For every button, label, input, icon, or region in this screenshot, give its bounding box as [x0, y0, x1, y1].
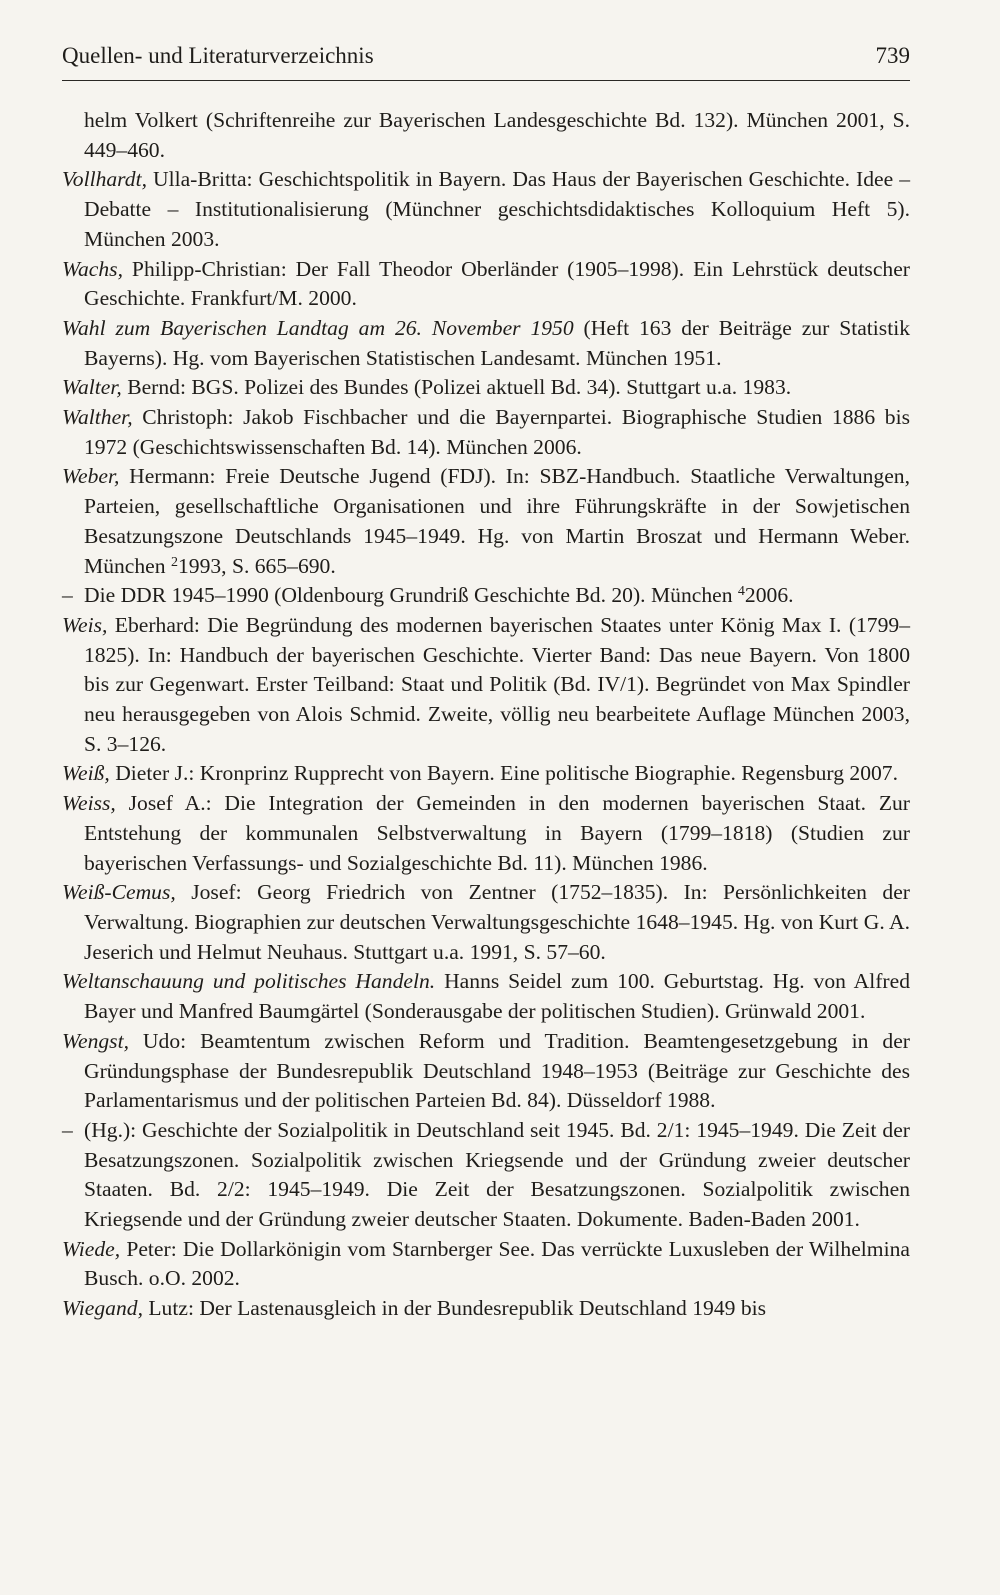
bibliography-entry: [62, 759, 910, 789]
bibliography-entry: [62, 611, 910, 760]
entry-text: Hermann: Freie Deutsche Jugend (FDJ). In: SBZ-Handbuch. Staatliche Verwaltungen, Parteien, gesellschaftliche Organisationen und ihre Führungskräfte in der Sowjetischen Besatzungszone Deutschlands 1945–1949. Hg. von Martin Broszat und Hermann Weber. München: [84, 464, 910, 578]
entry-text: Philipp-Christian: Der Fall Theodor Oberländer (1905–1998). Ein Lehrstück deutscher Geschichte. Frankfurt/M. 2000.: [84, 256, 910, 311]
entry-author: Wengst,: [62, 1028, 129, 1053]
bibliography-entry: [62, 373, 910, 403]
entry-author: Weltanschauung und politisches Handeln.: [62, 969, 436, 994]
bibliography-entry: [62, 1116, 910, 1235]
bibliography-entry: [62, 255, 910, 314]
bibliography-entry: [62, 314, 910, 373]
entry-author: Vollhardt,: [62, 167, 147, 192]
header-rule: [62, 80, 910, 81]
entry-text-tail: 2006.: [744, 583, 794, 608]
bibliography-entry: [62, 1235, 910, 1294]
entry-text: Ulla-Britta: Geschichtspolitik in Bayern. Das Haus der Bayerischen Geschichte. Idee – Debatte – Institutionalisierung (Münchner geschichtsdidaktisches Kolloquium Heft 5). München 2003.: [84, 167, 910, 251]
entry-text-tail: 1993, S. 665–690.: [177, 553, 336, 578]
entry-text: Eberhard: Die Begründung des modernen bayerischen Staates unter König Max I. (1799–1825). In: Handbuch der bayerischen Geschichte. Vierter Band: Das neue Bayern. Von 1800 bis zur Gegenwart. Erster Teilband: Staat und Politik (Bd. IV/1). Begründet von Max Spindler neu herausgegeben von Alois Schmid. Zweite, völlig neu bearbeitete Auflage München 2003, S. 3–126.: [84, 612, 910, 756]
ditto-dash: –: [62, 583, 73, 608]
entry-text: Bernd: BGS. Polizei des Bundes (Polizei aktuell Bd. 34). Stuttgart u.a. 1983.: [121, 375, 792, 400]
edition-superscript: 4: [737, 584, 745, 600]
entry-text: Udo: Beamtentum zwischen Reform und Tradition. Beamtengesetzgebung in der Gründungsphase der Bundesrepublik Deutschland 1948–1953 (Beiträge zur Geschichte des Parlamentarismus und der politischen Parteien Bd. 84). Düsseldorf 1988.: [84, 1028, 910, 1113]
entry-author: Wiegand,: [62, 1296, 143, 1321]
running-head: [62, 40, 910, 72]
entry-text: Lutz: Der Lastenausgleich in der Bundesrepublik Deutschland 1949 bis: [142, 1296, 767, 1321]
bibliography-entry: [62, 106, 910, 165]
bibliography-entry: [62, 967, 910, 1026]
bibliography-list: [62, 106, 910, 1324]
entry-text: Christoph: Jakob Fischbacher und die Bayernpartei. Biographische Studien 1886 bis 1972 (Geschichtswissenschaften Bd. 14). München 2006.: [84, 405, 910, 459]
edition-superscript: 2: [170, 554, 178, 570]
entry-author: Weiß-Cemus,: [62, 880, 176, 905]
bibliography-entry: [62, 403, 910, 462]
bibliography-entry: [62, 1294, 910, 1324]
bibliography-entry: [62, 1027, 910, 1116]
bibliography-entry: [62, 789, 910, 878]
entry-text: Peter: Die Dollarkönigin vom Starnberger See. Das verrückte Luxusleben der Wilhelmina Busch. o.O. 2002.: [84, 1236, 910, 1291]
entry-author: Weber,: [62, 464, 120, 489]
entry-text: Die DDR 1945–1990 (Oldenbourg Grundriß Geschichte Bd. 20). München: [84, 583, 738, 608]
entry-author: Wiede,: [62, 1236, 121, 1261]
bibliography-entry: [62, 878, 910, 967]
entry-text: Josef A.: Die Integration der Gemeinden in den modernen bayerischen Staat. Zur Entstehung der kommunalen Selbstverwaltung in Bayern (1799–1818) (Studien zur bayerischen Verfassungs- und Sozialgeschichte Bd. 11). München 1986.: [84, 791, 910, 875]
ditto-dash: –: [62, 1117, 73, 1142]
entry-author: Wachs,: [62, 256, 123, 281]
entry-text: (Heft 163 der Beiträge zur Statistik Bayerns). Hg. vom Bayerischen Statistischen Landesamt. München 1951.: [84, 315, 911, 370]
entry-author: Walther,: [62, 405, 133, 430]
entry-text: Hanns Seidel zum 100. Geburtstag. Hg. von Alfred Bayer und Manfred Baumgärtel (Sonderausgabe der politischen Studien). Grünwald 2001.: [84, 969, 911, 1024]
entry-author: Wahl zum Bayerischen Landtag am 26. November 1950: [62, 315, 574, 340]
entry-author: Weiß,: [62, 761, 110, 786]
running-head-title: Quellen- und Literaturverzeichnis: [62, 43, 374, 68]
entry-text: helm Volkert (Schriftenreihe zur Bayerischen Landesgeschichte Bd. 132). München 2001, S. 449–460.: [84, 108, 910, 162]
bibliography-entry: [62, 581, 910, 611]
entry-author: Walter,: [62, 375, 122, 400]
bibliography-entry: [62, 165, 910, 254]
entry-author: Weis,: [62, 612, 108, 637]
page-number: 739: [875, 43, 910, 68]
entry-text: (Hg.): Geschichte der Sozialpolitik in Deutschland seit 1945. Bd. 2/1: 1945–1949. Die Zeit der Besatzungszonen. Sozialpolitik zwischen Kriegsende und der Gründung zweier deutscher Staaten. Bd. 2/2: 1945–1949. Die Zeit der Besatzungszonen. Sozialpolitik zwischen Kriegsende und der Gründung zweier deutscher Staaten. Dokumente. Baden-Baden 2001.: [84, 1117, 910, 1232]
bibliography-entry: [62, 462, 910, 581]
entry-author: Weiss,: [62, 791, 116, 816]
entry-text: Dieter J.: Kronprinz Rupprecht von Bayern. Eine politische Biographie. Regensburg 2007.: [109, 761, 899, 786]
entry-text: Josef: Georg Friedrich von Zentner (1752–1835). In: Persönlichkeiten der Verwaltung. Biographien zur deutschen Verwaltungsgeschichte 1648–1945. Hg. von Kurt G. A. Jeserich und Helmut Neuhaus. Stuttgart u.a. 1991, S. 57–60.: [84, 880, 910, 964]
